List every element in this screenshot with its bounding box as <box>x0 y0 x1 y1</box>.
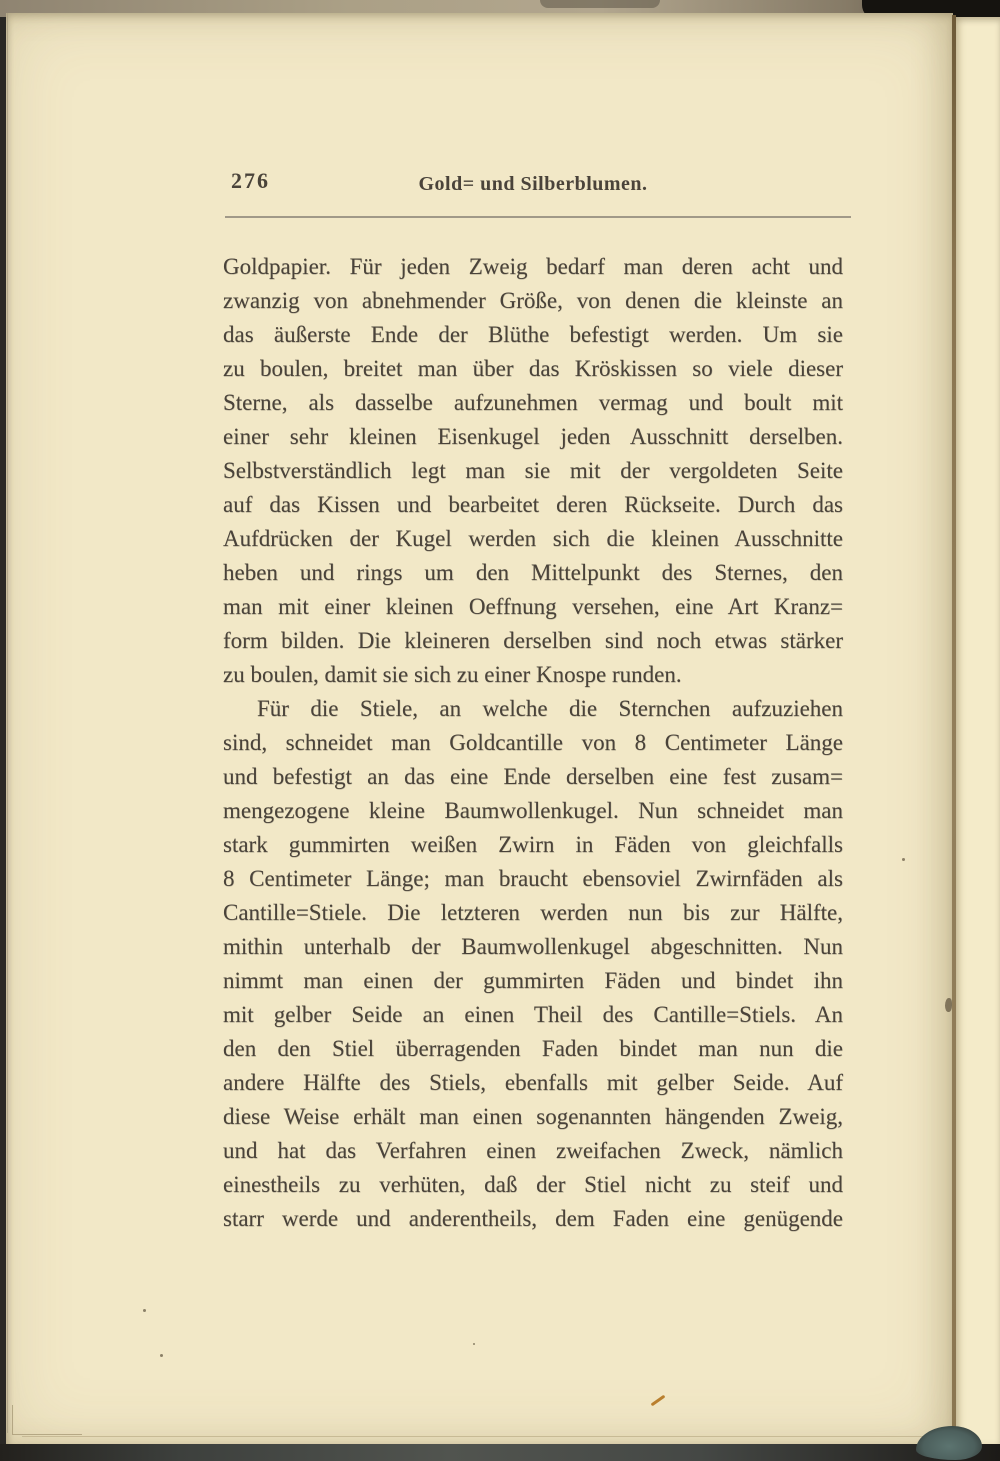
bottom-page-edge-step <box>12 1405 82 1435</box>
text-line: zu boulen, breitet man über das Kröskissen so viele dieser <box>223 356 843 381</box>
text-line: Selbstverständlich legt man sie mit der vergoldeten Seite <box>223 458 843 483</box>
text-line: mit gelber Seide an einen Theil des Cantille=Stiels. An <box>223 1002 843 1027</box>
dust-speck <box>143 1309 146 1312</box>
dust-speck <box>473 1343 475 1345</box>
text-line: mithin unterhalb der Baumwollenkugel abgeschnitten. Nun <box>223 934 843 959</box>
left-page-edge-line <box>7 13 8 1433</box>
dust-speck <box>160 1354 163 1357</box>
text-line: einer sehr kleinen Eisenkugel jeden Ausschnitt derselben. <box>223 424 843 449</box>
text-line: man mit einer kleinen Oeffnung versehen, eine Art Kranz= <box>223 594 843 619</box>
text-line: und hat das Verfahren einen zweifachen Zweck, nämlich <box>223 1138 843 1163</box>
text-line: einestheils zu verhüten, daß der Stiel nicht zu steif und <box>223 1172 843 1197</box>
text-line: auf das Kissen und bearbeitet deren Rückseite. Durch das <box>223 492 843 517</box>
text-line: zu boulen, damit sie sich zu einer Knospe runden. <box>223 662 682 687</box>
header-rule <box>225 216 851 218</box>
text-line: starr werde und anderentheils, dem Faden eine genügende <box>223 1206 843 1231</box>
bottom-scan-background <box>0 1444 1000 1461</box>
text-line: stark gummirten weißen Zwirn in Fäden von gleichfalls <box>223 832 843 857</box>
running-header: Gold= und Silberblumen. <box>418 173 648 195</box>
bottom-page-edge-line <box>22 1436 934 1437</box>
text-line: diese Weise erhält man einen sogenannten hängenden Zweig, <box>223 1104 843 1129</box>
fold-nick-mark <box>945 998 952 1012</box>
text-line: und befestigt an das eine Ende derselben eine fest zusam= <box>223 764 843 789</box>
page-number: 276 <box>231 168 270 193</box>
text-line: mengezogene kleine Baumwollenkugel. Nun schneidet man <box>223 798 843 823</box>
body-text <box>223 250 843 1236</box>
text-line: Cantille=Stiele. Die letzteren werden nun bis zur Hälfte, <box>223 900 843 925</box>
adjacent-page-edge <box>956 17 1000 1446</box>
top-edge-shadow <box>540 0 660 8</box>
text-line: andere Hälfte des Stiels, ebenfalls mit gelber Seide. Auf <box>223 1070 843 1095</box>
text-line: sind, schneidet man Goldcantille von 8 Centimeter Länge <box>223 730 843 755</box>
text-line: 8 Centimeter Länge; man braucht ebensoviel Zwirnfäden als <box>223 866 843 891</box>
text-line: Für die Stiele, an welche die Sternchen aufzuziehen <box>257 696 843 721</box>
text-line: zwanzig von abnehmender Größe, von denen die kleinste an <box>223 288 843 313</box>
text-line: heben und rings um den Mittelpunkt des Sternes, den <box>223 560 843 585</box>
text-line: Sterne, als dasselbe aufzunehmen vermag und boult mit <box>223 390 843 415</box>
text-line: den den Stiel überragenden Faden bindet man nun die <box>223 1036 843 1061</box>
text-line: Aufdrücken der Kugel werden sich die kleinen Ausschnitte <box>223 526 843 551</box>
book-page-surface <box>6 13 953 1446</box>
text-line: das äußerste Ende der Blüthe befestigt werden. Um sie <box>223 322 843 347</box>
text-line: nimmt man einen der gummirten Fäden und bindet ihn <box>223 968 843 993</box>
text-line: Goldpapier. Für jeden Zweig bedarf man deren acht und <box>223 254 843 279</box>
text-line: form bilden. Die kleineren derselben sind noch etwas stärker <box>223 628 843 653</box>
dust-speck <box>902 858 905 861</box>
